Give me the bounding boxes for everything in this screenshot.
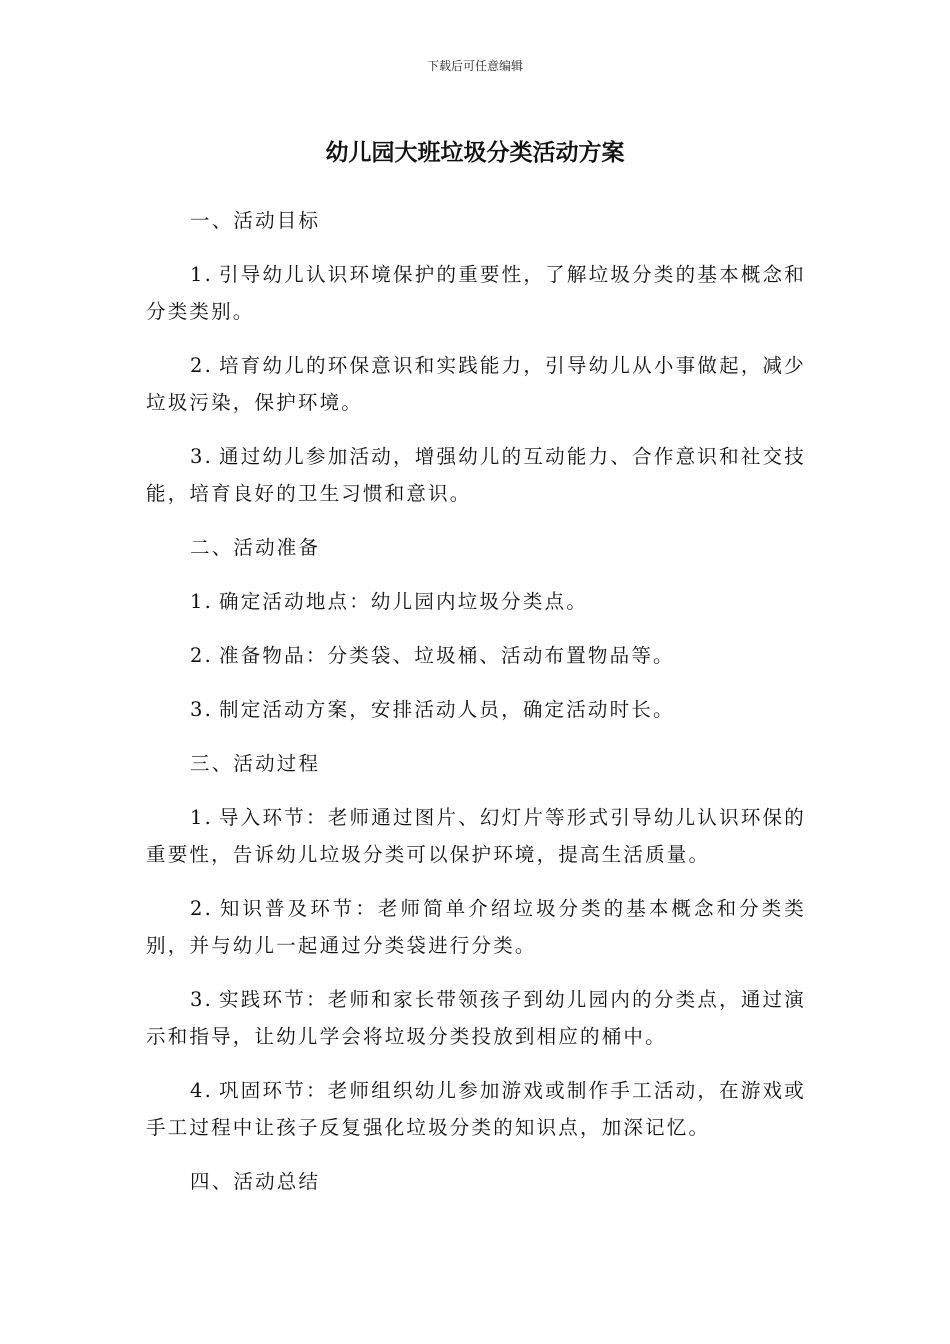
item-number: 2.: [190, 897, 214, 920]
section-preparation: [146, 529, 806, 728]
section-goals: [146, 202, 806, 512]
item-number: 4.: [190, 1079, 214, 1102]
item-text: 导入环节：老师通过图片、幻灯片等形式引导幼儿认识环保的重要性，告诉幼儿垃圾分类可以保护环境，提高生活质量。: [146, 806, 806, 866]
list-item: [146, 256, 806, 330]
item-text: 引导幼儿认识环境保护的重要性，了解垃圾分类的基本概念和分类类别。: [146, 263, 806, 323]
item-number: 3.: [190, 445, 214, 468]
list-item: [146, 438, 806, 512]
item-number: 3.: [190, 988, 214, 1011]
list-item: [146, 637, 806, 674]
item-text: 实践环节：老师和家长带领孩子到幼儿园内的分类点，通过演示和指导，让幼儿学会将垃圾分类投放到相应的桶中。: [146, 988, 806, 1048]
item-number: 3.: [190, 698, 214, 721]
list-item: [146, 981, 806, 1055]
list-item: [146, 1072, 806, 1146]
section-process: [146, 745, 806, 1146]
item-text: 通过幼儿参加活动，增强幼儿的互动能力、合作意识和社交技能，培育良好的卫生习惯和意识。: [146, 445, 806, 505]
list-item: [146, 583, 806, 620]
header-note: 下载后可任意编辑: [426, 59, 523, 73]
item-text: 制定活动方案，安排活动人员，确定活动时长。: [219, 698, 675, 721]
section-heading: 三、活动过程: [190, 752, 321, 775]
list-item: [146, 890, 806, 964]
list-item: [146, 799, 806, 873]
item-number: 1.: [190, 590, 214, 613]
document-body: [146, 202, 806, 1217]
item-text: 巩固环节：老师组织幼儿参加游戏或制作手工活动，在游戏或手工过程中让孩子反复强化垃圾分类的知识点，加深记忆。: [146, 1079, 806, 1139]
list-item: [146, 347, 806, 421]
list-item: [146, 691, 806, 728]
item-text: 知识普及环节：老师简单介绍垃圾分类的基本概念和分类类别，并与幼儿一起通过分类袋进行分类。: [146, 897, 806, 957]
item-text: 培育幼儿的环保意识和实践能力，引导幼儿从小事做起，减少垃圾污染，保护环境。: [146, 354, 806, 414]
section-summary: [146, 1163, 806, 1200]
section-heading: 二、活动准备: [190, 536, 321, 559]
item-text: 确定活动地点：幼儿园内垃圾分类点。: [219, 590, 588, 613]
section-heading: 一、活动目标: [190, 209, 321, 232]
item-number: 1.: [190, 806, 214, 829]
page-title: 幼儿园大班垃圾分类活动方案: [325, 140, 625, 166]
item-number: 2.: [190, 644, 214, 667]
item-number: 2.: [190, 354, 214, 377]
section-heading: 四、活动总结: [190, 1170, 321, 1193]
item-text: 准备物品：分类袋、垃圾桶、活动布置物品等。: [219, 644, 675, 667]
item-number: 1.: [190, 263, 214, 286]
